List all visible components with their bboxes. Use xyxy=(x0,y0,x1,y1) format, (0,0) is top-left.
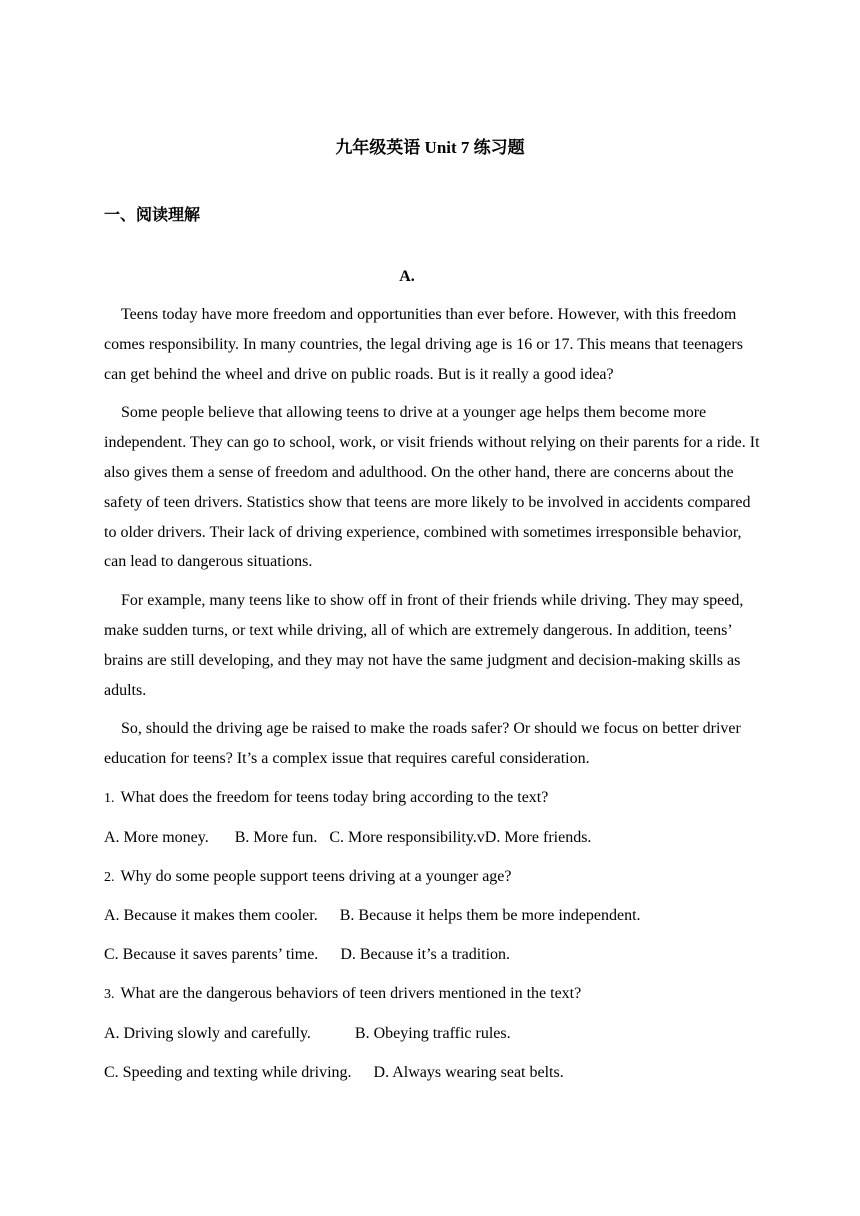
passage-paragraph: So, should the driving age be raised to make the roads safer? Or should we focus on better driver education for teens? It’s a complex issue that requires careful consideration. xyxy=(104,720,741,768)
question-2-options-row-2 xyxy=(104,940,760,970)
passage-paragraph: Some people believe that allowing teens to drive at a younger age helps them become more independent. They can go to school, work, or visit friends without relying on their parents for a ride. It also gives them a sense of freedom and adulthood. On the other hand, there are concerns about the safety of teen drivers. Statistics show that teens are more likely to be involved in accidents compared to older drivers. Their lack of driving experience, combined with sometimes irresponsible behavior, can lead to dangerous situations. xyxy=(104,404,760,571)
option-c: C. Because it saves parents’ time. xyxy=(104,946,319,964)
option-b: B. Because it helps them be more independent. xyxy=(339,907,641,925)
passage-paragraph: For example, many teens like to show off in front of their friends while driving. They may speed, make sudden turns, or text while driving, all of which are extremely dangerous. In addition, teens’ brains are still developing, and they may not have the same judgment and decision-making skills as adults. xyxy=(104,592,744,699)
section-heading: 一、阅读理解 xyxy=(104,205,201,224)
passage-label: A. xyxy=(399,268,415,285)
option-d: D. Because it’s a tradition. xyxy=(340,946,511,964)
document-body xyxy=(104,300,760,1096)
question-3 xyxy=(104,979,760,1010)
option-c: C. Speeding and texting while driving. xyxy=(104,1063,352,1081)
question-3-options-row-1 xyxy=(104,1019,760,1049)
question-1-options xyxy=(104,823,760,853)
page-title: 九年级英语 Unit 7 练习题 xyxy=(335,138,525,157)
option-c-d: C. More responsibility.vD. More friends. xyxy=(329,828,592,846)
question-3-options-row-2 xyxy=(104,1058,760,1088)
option-a: A. Driving slowly and carefully. xyxy=(104,1024,311,1042)
option-b: B. More fun. xyxy=(234,828,318,846)
question-text: Why do some people support teens driving at a younger age? xyxy=(120,867,512,885)
question-text: What are the dangerous behaviors of teen drivers mentioned in the text? xyxy=(120,984,582,1002)
question-2-options-row-1 xyxy=(104,901,760,931)
question-number: 3. xyxy=(104,986,115,1002)
question-1 xyxy=(104,783,760,814)
option-a: A. More money. xyxy=(104,828,209,846)
question-number: 2. xyxy=(104,869,115,885)
question-2 xyxy=(104,862,760,893)
question-number: 1. xyxy=(104,790,115,806)
option-d: D. Always wearing seat belts. xyxy=(373,1063,564,1081)
option-a: A. Because it makes them cooler. xyxy=(104,907,318,925)
passage-paragraph: Teens today have more freedom and opportunities than ever before. However, with this freedom comes responsibility. In many countries, the legal driving age is 16 or 17. This means that teenagers can get behind the wheel and drive on public roads. But is it really a good idea? xyxy=(104,306,743,383)
option-b: B. Obeying traffic rules. xyxy=(354,1024,511,1042)
question-text: What does the freedom for teens today bring according to the text? xyxy=(120,788,549,806)
